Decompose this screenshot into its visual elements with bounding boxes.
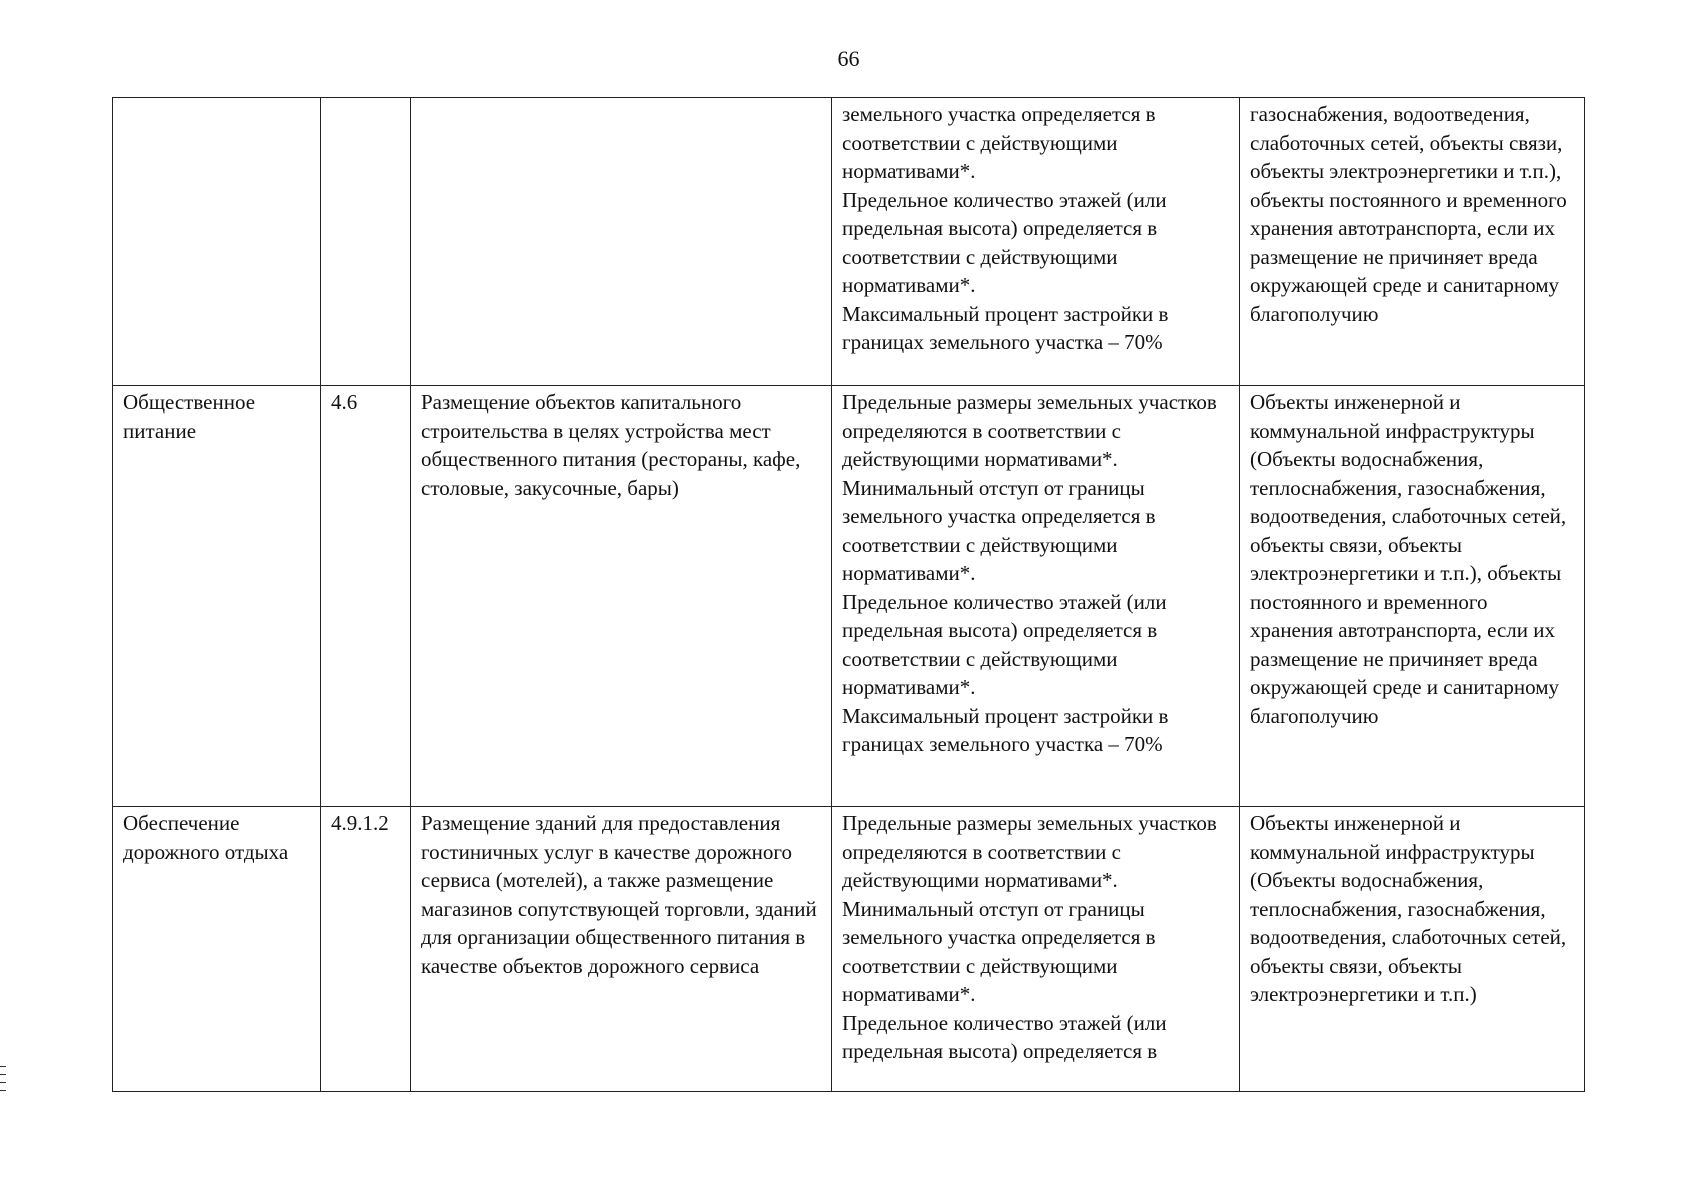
use-code-cell: 4.9.1.2 (321, 807, 411, 1092)
accessory-uses-cell: Объекты инженерной и коммунальной инфраструктуры (Объекты водоснабжения, теплоснабжения, газоснабжения, водоотведения, слаботочных сетей, объекты связи, объекты электроэнергетики и т.п.), объекты постоянного и временного хранения автотранспорта, если их размещение не причиняет вреда окружающей среде и санитарному благополучию (1240, 386, 1585, 807)
use-description-cell: Размещение зданий для предоставления гостиничных услуг в качестве дорожного сервиса (мотелей), а также размещение магазинов сопутствующей торговли, зданий для организации общественного питания в качестве объектов дорожного сервиса (411, 807, 832, 1092)
parameters-cell: земельного участка определяется в соответствии с действующими нормативами*. Предельное количество этажей (или предельная высота) определяется в соответствии с действующими нормативами*. Максимальный процент застройки в границах земельного участка – 70% (832, 98, 1240, 386)
use-code-cell (321, 98, 411, 386)
use-name-cell (113, 98, 321, 386)
land-use-table (112, 97, 1585, 1092)
table-row (113, 807, 1585, 1092)
accessory-uses-cell: Объекты инженерной и коммунальной инфраструктуры (Объекты водоснабжения, теплоснабжения, газоснабжения, водоотведения, слаботочных сетей, объекты связи, объекты электроэнергетики и т.п.) (1240, 807, 1585, 1092)
parameters-cell: Предельные размеры земельных участков определяются в соответствии с действующими нормативами*. Минимальный отступ от границы земельного участка определяется в соответствии с действующими нормативами*. Предельное количество этажей (или предельная высота) определяется в (832, 807, 1240, 1092)
use-description-cell (411, 98, 832, 386)
use-code-cell: 4.6 (321, 386, 411, 807)
table-row (113, 386, 1585, 807)
accessory-uses-cell: газоснабжения, водоотведения, слаботочных сетей, объекты связи, объекты электроэнергетики и т.п.), объекты постоянного и временного хранения автотранспорта, если их размещение не причиняет вреда окружающей среде и санитарному благополучию (1240, 98, 1585, 386)
use-name-cell: Общественное питание (113, 386, 321, 807)
table-row (113, 98, 1585, 386)
parameters-cell: Предельные размеры земельных участков определяются в соответствии с действующими нормативами*. Минимальный отступ от границы земельного участка определяется в соответствии с действующими нормативами*. Предельное количество этажей (или предельная высота) определяется в соответствии с действующими нормативами*. Максимальный процент застройки в границах земельного участка – 70% (832, 386, 1240, 807)
page-number: 66 (837, 46, 860, 71)
binding-mark (0, 1074, 6, 1075)
use-name-cell: Обеспечение дорожного отдыха (113, 807, 321, 1092)
binding-mark (0, 1090, 6, 1091)
use-description-cell: Размещение объектов капитального строительства в целях устройства мест общественного питания (рестораны, кафе, столовые, закусочные, бары) (411, 386, 832, 807)
binding-mark (0, 1082, 6, 1083)
binding-mark (0, 1066, 6, 1067)
